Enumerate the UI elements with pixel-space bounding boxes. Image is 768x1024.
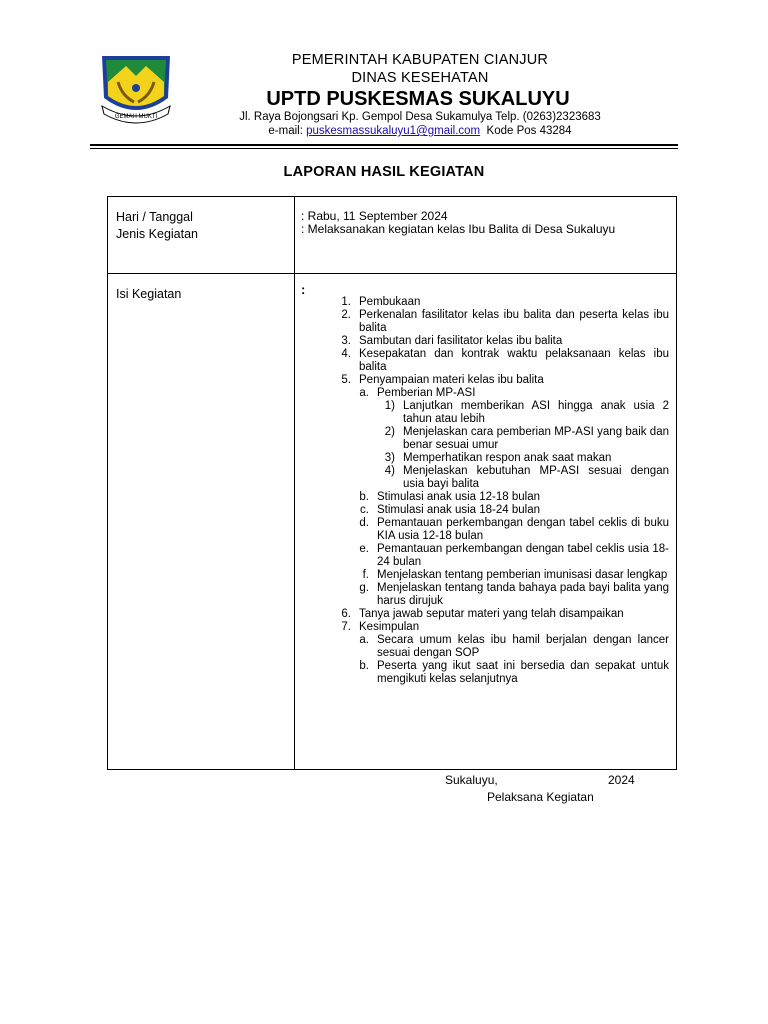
- signature-place: Sukaluyu,: [445, 773, 498, 787]
- list-item-text: Menjelaskan kebutuhan MP-ASI sesuai dengan usia bayi balita: [403, 465, 669, 490]
- signature-role: Pelaksana Kegiatan: [487, 790, 594, 804]
- address-line: Jl. Raya Bojongsari Kp. Gempol Desa Sukamulya Telp. (0263)2323683: [239, 111, 601, 123]
- list-item-number: b.: [359, 660, 369, 672]
- table-row: [108, 274, 677, 770]
- list-item-number: 4.: [341, 348, 351, 360]
- list-item-text: Tanya jawab seputar materi yang telah disampaikan: [359, 608, 624, 620]
- list-item-number: b.: [359, 491, 369, 503]
- list-item: [295, 309, 676, 335]
- svg-text:GEMAH MUKTI: GEMAH MUKTI: [114, 114, 158, 120]
- institution-name: UPTD PUSKESMAS SUKALUYU: [266, 88, 570, 110]
- list-item: [295, 491, 676, 504]
- info-labels-cell: [108, 197, 295, 274]
- list-item-text: Penyampaian materi kelas ibu balita: [359, 374, 544, 386]
- list-item: [295, 660, 676, 686]
- list-item-text: Pembukaan: [359, 296, 421, 308]
- list-item-text: Menjelaskan cara pemberian MP-ASI yang baik dan benar sesuai umur: [403, 426, 669, 451]
- list-item: [295, 543, 676, 569]
- list-item-number: g.: [359, 582, 369, 594]
- content-colon: :: [301, 282, 306, 297]
- list-item-number: 7.: [341, 621, 351, 633]
- list-item: [295, 400, 676, 426]
- day-label: Hari / Tanggal: [116, 210, 193, 224]
- content-label-cell: [108, 274, 295, 770]
- list-item-text: Sambutan dari fasilitator kelas ibu balita: [359, 335, 563, 347]
- list-item-number: 2): [384, 426, 395, 438]
- list-item-text: Kesimpulan: [359, 621, 420, 633]
- list-item-number: e.: [359, 543, 369, 555]
- list-item-number: 3): [384, 452, 395, 464]
- department-name: DINAS KESEHATAN: [351, 70, 489, 86]
- list-item-text: Menjelaskan tentang tanda bahaya pada bayi balita yang harus dirujuk: [377, 582, 669, 607]
- list-item: [295, 608, 676, 621]
- activity-list: [295, 296, 676, 686]
- list-item-number: 5.: [341, 374, 351, 386]
- report-table: [107, 196, 677, 770]
- info-values-cell: [295, 197, 677, 274]
- list-item-number: a.: [359, 634, 369, 646]
- list-item: [295, 634, 676, 660]
- list-item-text: Kesepakatan dan kontrak waktu pelaksanaan kelas ibu balita: [359, 348, 669, 373]
- list-item-number: 6.: [341, 608, 351, 620]
- email-link[interactable]: puskesmassukaluyu1@gmail.com: [306, 125, 481, 137]
- list-item-text: Lanjutkan memberikan ASI hingga anak usia 2 tahun atau lebih: [403, 400, 669, 425]
- signature-place-date: [445, 773, 640, 787]
- contact-line: [170, 125, 670, 137]
- list-item-text: Pemantauan perkembangan dengan tabel ceklis usia 18-24 bulan: [377, 543, 669, 568]
- signature-year: 2024: [608, 773, 635, 787]
- list-item-text: Secara umum kelas ibu hamil berjalan dengan lancer sesuai dengan SOP: [377, 634, 669, 659]
- list-item-number: 1): [384, 400, 395, 412]
- list-item: [295, 387, 676, 400]
- list-item: [295, 465, 676, 491]
- list-item-text: Peserta yang ikut saat ini bersedia dan sepakat untuk mengikuti kelas selanjutnya: [377, 660, 669, 685]
- list-item: [295, 296, 676, 309]
- day-value: : Rabu, 11 September 2024: [301, 209, 448, 223]
- list-item-number: a.: [359, 387, 369, 399]
- postal-code: Kode Pos 43284: [480, 125, 572, 137]
- list-item-text: Perkenalan fasilitator kelas ibu balita dan peserta kelas ibu balita: [359, 309, 669, 334]
- report-title: LAPORAN HASIL KEGIATAN: [283, 164, 485, 180]
- list-item: [295, 504, 676, 517]
- list-item: [295, 348, 676, 374]
- list-item-number: c.: [360, 504, 369, 516]
- email-label: e-mail:: [268, 125, 307, 137]
- header-rule-thick: [90, 144, 678, 146]
- content-cell: [295, 274, 677, 770]
- list-item-text: Pemberian MP-ASI: [377, 387, 476, 399]
- list-item-text: Menjelaskan tentang pemberian imunisasi dasar lengkap: [377, 569, 668, 581]
- list-item-number: f.: [362, 569, 369, 581]
- list-item-number: d.: [359, 517, 369, 529]
- list-item-text: Memperhatikan respon anak saat makan: [403, 452, 612, 464]
- type-label: Jenis Kegiatan: [116, 227, 199, 241]
- type-value: : Melaksanakan kegiatan kelas Ibu Balita di Desa Sukaluyu: [301, 222, 616, 236]
- list-item: [295, 517, 676, 543]
- list-item: [295, 335, 676, 348]
- list-item-text: Pemantauan perkembangan dengan tabel ceklis di buku KIA usia 12-18 bulan: [377, 517, 669, 542]
- list-item: [295, 374, 676, 387]
- list-item: [295, 426, 676, 452]
- list-item: [295, 621, 676, 634]
- list-item: [295, 452, 676, 465]
- list-item-number: 1.: [341, 296, 351, 308]
- content-label: Isi Kegiatan: [116, 287, 182, 301]
- table-row: [108, 197, 677, 274]
- list-item-number: 2.: [341, 309, 351, 321]
- list-item-text: Stimulasi anak usia 18-24 bulan: [377, 504, 541, 516]
- header-rule-thin: [90, 148, 678, 149]
- list-item-number: 3.: [341, 335, 351, 347]
- government-name: PEMERINTAH KABUPATEN CIANJUR: [291, 52, 549, 68]
- list-item: [295, 582, 676, 608]
- list-item: [295, 569, 676, 582]
- list-item-number: 4): [384, 465, 395, 477]
- list-item-text: Stimulasi anak usia 12-18 bulan: [377, 491, 541, 503]
